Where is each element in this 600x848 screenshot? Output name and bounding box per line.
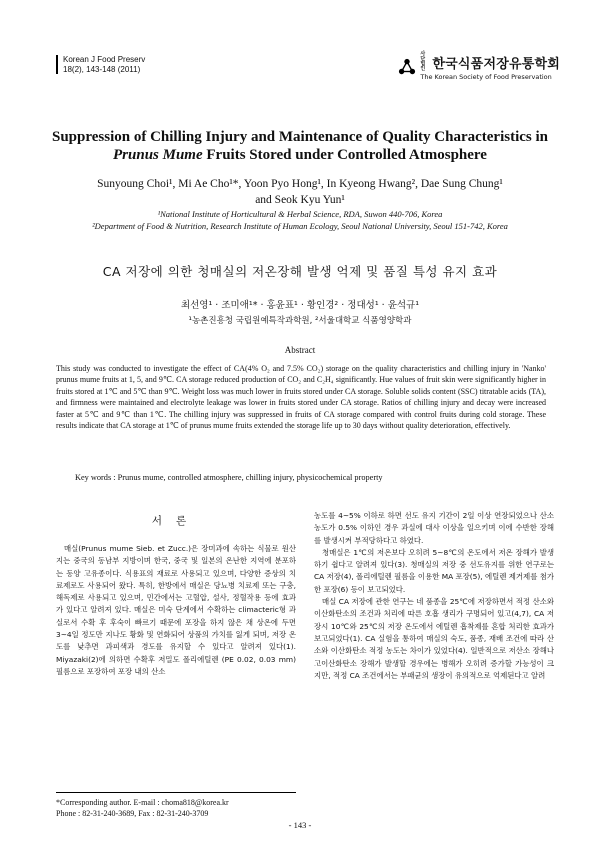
society-english-name: The Korean Society of Food Preservation <box>420 73 552 81</box>
society-korean-name: 한국식품저장유통학회 <box>432 56 560 72</box>
society-small-label: 사단법인 <box>420 51 426 72</box>
corresponding-email: *Corresponding author. E-mail : choma818@korea.kr <box>56 798 229 807</box>
korean-authors: 최선영¹ · 조미애¹* · 홍윤표¹ · 황인경² · 정대성¹ · 윤석규¹ <box>180 300 420 311</box>
title-line-2: Fruits Stored under Controlled Atmosphere <box>202 147 487 163</box>
korean-title: CA 저장에 의한 청매실의 저온장해 발생 억제 및 품질 특성 유지 효과 <box>102 264 498 279</box>
korean-affiliation: ¹농촌진흥청 국립원예특작과학원, ²서울대학교 식품영양학과 <box>188 316 412 326</box>
affiliations <box>30 208 570 232</box>
intro-paragraph-continued: 농도를 4~5% 이하로 하면 선도 유지 기간이 2일 이상 연장되었으나 산소 농도가 0.5% 이하인 경우 과실에 대사 이상을 일으키며 이에 수반한 장해를 발생시켜 부적당하다고 하였다. <box>314 511 554 545</box>
corresponding-author-footnote <box>56 792 296 819</box>
keywords <box>75 473 545 482</box>
author-list <box>30 176 570 208</box>
authors-line-2: and Seok Kyu Yun¹ <box>255 194 345 206</box>
affiliation-1: ¹National Institute of Horticultural & Herbal Science, RDA, Suwon 440-706, Korea <box>157 209 443 219</box>
journal-name: Korean J Food Preserv <box>63 55 146 64</box>
affiliation-2: ²Department of Food & Nutrition, Research Institute of Human Ecology, Seoul National University, Seoul 151-742, Korea <box>92 221 508 231</box>
intro-paragraph-2: 청매실은 1℃의 저온보다 오히려 5~8℃의 온도에서 저온 장해가 발생하기 쉽다고 알려져 있다(3). 청매실의 저장 중 선도유지를 위한 연구로는 CA 저장(4), 폴리에틸렌 필름을 이용한 MA 포장(5), 에틸렌 제거제를 첨가한 포장(6) 등이 보고되었다. <box>314 547 554 594</box>
journal-citation <box>56 55 145 74</box>
keywords-text: Prunus mume, controlled atmosphere, chilling injury, physicochemical property <box>117 473 383 482</box>
intro-paragraph-3: 매실 CA 저장에 관한 연구는 네 품종을 25℃에 저장하면서 적정 산소와 이산화탄소의 조건과 처리에 따른 호흡 생리가 구명되어 있고(4,7), CA 저장시 10℃와 25℃의 저장 온도에서 에틸렌 흡착제를 혼합 처리한 효과가 보고되었다(1). CA 실험을 통하여 매실의 숙도, 품종, 재배 조건에 따라 산소와 이산화탄소 적정 농도는 차이가 있었다(4). 일반적으로 저산소 장해나 고이산화탄소 장해가 발생할 경우에는 병해가 오히려 증가할 가능성이 크지만, 적정 CA 조건에서는 부패균의 생장이 유의적으로 억제된다고 알려 <box>314 597 554 680</box>
abstract-text: This study was conducted to investigate the effect of CA(4% O₂ and 7.5% CO₂) storage on the quality characteristics and chilling injury in 'Nanko' prunus mume fruits at 1, 5, and 9℃. CA storage reduced production of CO₂ and C₂H₄ significantly. Hue values of fruit skin were significantly higher in fruits stored at 1℃ and 5℃ than 9℃. Weight loss was much lower in fruits stored under CA storage. Soluble solids content (SSC) titratable acids (TA), and firmness were maintained and electrolyte leakage was lower in fruits stored under CA storage. Ratios of chilling injury and decay were increased faster at 5℃ and 9℃ than 1℃. The chilling injury was suppressed in fruits of CA storage compared with control fruits during cold storage. These results indicate that CA storage at 1℃ of prunus mume fruits extended the storage life up to 30 days without quality deterioration, effectively. <box>56 364 546 431</box>
left-column-text <box>56 543 296 678</box>
right-column-text <box>314 510 554 682</box>
keywords-label: Key words : <box>75 473 116 482</box>
paper-title <box>30 128 570 164</box>
intro-paragraph-1: 매실(Prunus mume Sieb. et Zucc.)은 장미과에 속하는 식물로 원산지는 중국의 동남부 지방이며 한국, 중국 및 일본의 온난한 지역에 분포하는 동양 고유종이다. 식용표의 재료로 사용되고 있으며, 다양한 증상의 치료제로도 사용되어 왔다. 특히, 한방에서 매실은 당뇨병 치료제 또는 구충, 해독제로 사용되고 있으며, 민간에서는 고혈압, 설사, 정혈작용 등에 효과가 있다고 알려져 있다. 매실은 미숙 단계에서 수확하는 climacteric형 과실로서 수확 후 후숙이 빠르기 때문에 포장을 하지 않은 채 상온에 두면 3~4일 정도만 지나도 황화 및 연화되어 상품의 가치를 잃게 되며, 저장 온도를 낮추면 과피색과 경도를 유지할 수 있다고 알려져 있다(1). Miyazaki(2)에 의하면 수확후 저밀도 폴리에틸렌 (PE 0.02, 0.03 mm) 필름으로 포장하여 포장 내의 산소 <box>56 544 296 676</box>
society-logo <box>398 52 560 81</box>
title-line-1: Suppression of Chilling Injury and Maintenance of Quality Characteristics in <box>51 129 549 145</box>
title-species: Prunus Mume <box>113 147 203 163</box>
section-heading-introduction: 서론 <box>151 515 201 527</box>
society-molecule-icon <box>398 58 416 76</box>
abstract-heading: Abstract <box>284 345 316 355</box>
page-number: - 143 - <box>288 820 312 830</box>
journal-volume: 18(2), 143-148 (2011) <box>63 64 141 74</box>
corresponding-phone: Phone : 82-31-240-3689, Fax : 82-31-240-3709 <box>56 809 209 818</box>
authors-line-1: Sunyoung Choi¹, Mi Ae Cho¹*, Yoon Pyo Hong¹, In Kyeong Hwang², Dae Sung Chung¹ <box>97 178 503 190</box>
